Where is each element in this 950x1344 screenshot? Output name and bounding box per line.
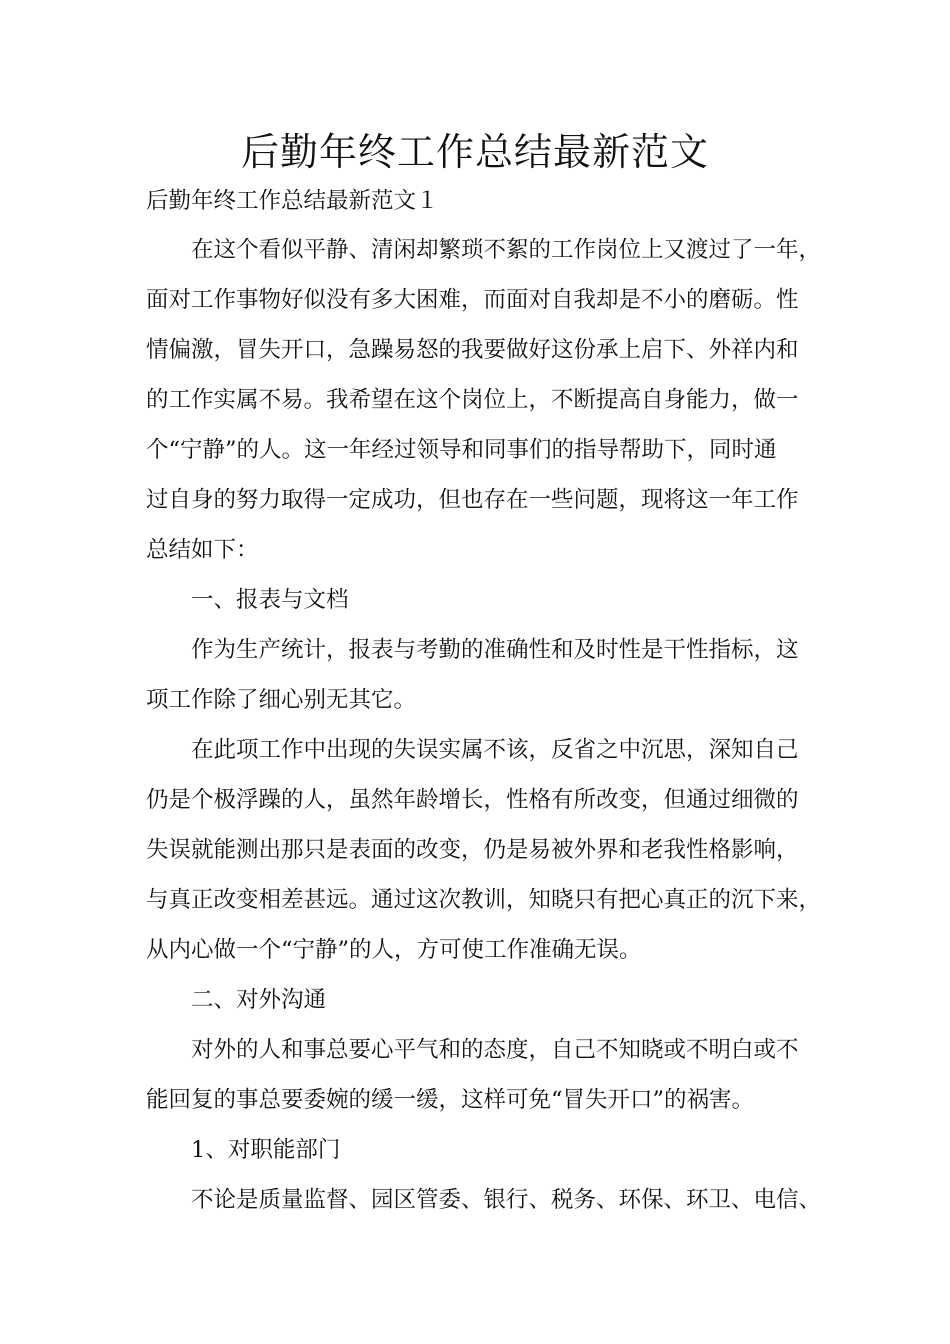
paragraph-line: 仍是个极浮躁的人，虽然年龄增长，性格有所改变，但通过细微的 — [146, 787, 799, 813]
paragraph-line: 个“宁静”的人。这一年经过领导和同事们的指导帮助下，同时通 — [146, 437, 777, 463]
subsection-heading: 1、对职能部门 — [191, 1137, 341, 1163]
paragraph-line: 情偏激，冒失开口，急躁易怒的我要做好这份承上启下、外祥内和 — [146, 337, 799, 363]
paragraph-line: 作为生产统计，报表与考勤的准确性和及时性是干性指标，这 — [191, 637, 799, 663]
document-subtitle: 后勤年终工作总结最新范文１ — [146, 188, 439, 214]
paragraph-line: 总结如下： — [146, 537, 259, 563]
paragraph-line: 过自身的努力取得一定成功，但也存在一些问题，现将这一年工作 — [146, 487, 799, 513]
paragraph-line: 从内心做一个“宁静”的人，方可使工作准确无误。 — [146, 937, 642, 963]
paragraph-line: 不论是质量监督、园区管委、银行、税务、环保、环卫、电信、 — [191, 1187, 822, 1213]
paragraph-line: 的工作实属不易。我希望在这个岗位上，不断提高自身能力，做一 — [146, 387, 799, 413]
paragraph-line: 对外的人和事总要心平气和的态度，自己不知晓或不明白或不 — [191, 1037, 799, 1063]
paragraph-line: 项工作除了细心别无其它。 — [146, 687, 417, 713]
paragraph-line: 在此项工作中出现的失误实属不该，反省之中沉思，深知自己 — [191, 737, 799, 763]
section-heading: 二、对外沟通 — [191, 987, 327, 1013]
section-heading: 一、报表与文档 — [191, 587, 349, 613]
paragraph-line: 与真正改变相差甚远。通过这次教训，知晓只有把心真正的沉下来， — [146, 887, 822, 913]
document-title: 后勤年终工作总结最新范文 — [240, 130, 709, 174]
paragraph-line: 在这个看似平静、清闲却繁琐不絮的工作岗位上又渡过了一年， — [191, 237, 822, 263]
paragraph-line: 面对工作事物好似没有多大困难，而面对自我却是不小的磨砺。性 — [146, 287, 799, 313]
paragraph-line: 能回复的事总要委婉的缓一缓，这样可免“冒失开口”的祸害。 — [146, 1087, 755, 1113]
paragraph-line: 失误就能测出那只是表面的改变，仍是易被外界和老我性格影响， — [146, 837, 799, 863]
